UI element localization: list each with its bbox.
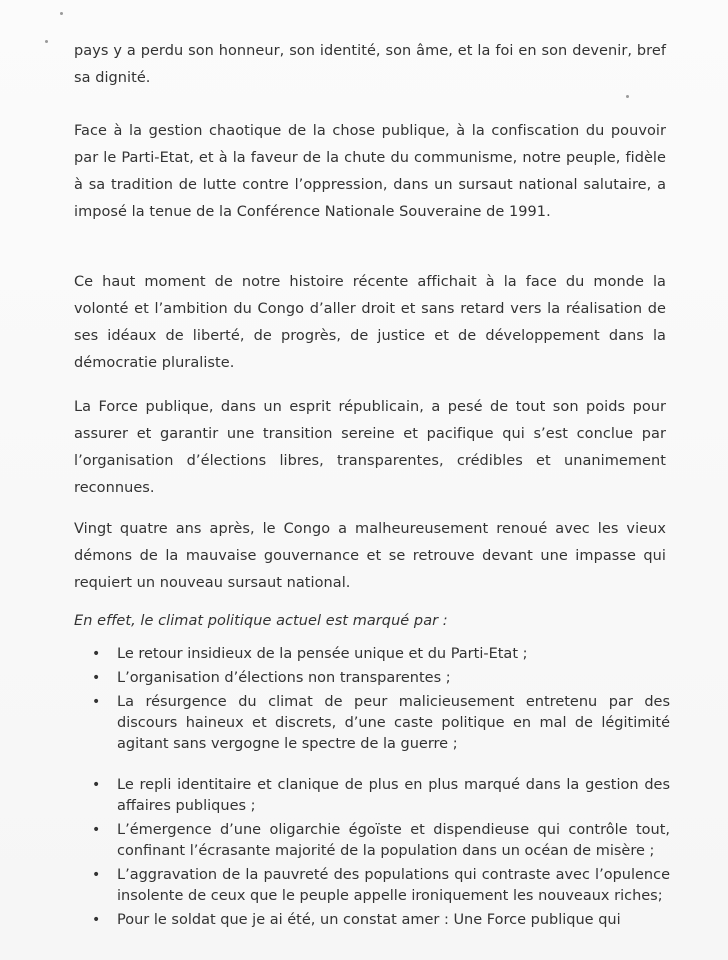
paragraph-2: Face à la gestion chaotique de la chose publique, à la confiscation du pouvoir par le Parti-Etat, et à la faveur de la chute du communisme, notre peuple, fidèle à sa tradition de lutte contre l’oppression, dans un sursaut national salutaire, a imposé la tenue de la Conférence Nationale Souveraine de 1991. [74,123,666,220]
bullet-dot: • [92,912,101,928]
bullet-dot: • [92,777,101,793]
list-item-text: La résurgence du climat de peur malicieusement entretenu par des discours haineux et discrets, d’une caste politique en mal de légitimité agitant sans vergogne le spectre de la guerre ; [117,694,670,752]
paragraph-4: La Force publique, dans un esprit républicain, a pesé de tout son poids pour assurer et garantir une transition sereine et pacifique qui s’est conclue par l’organisation d’élections libres, transparentes, crédibles et unanimement reconnues. [74,399,666,496]
scan-speck [626,95,629,98]
list-item [92,865,670,907]
paragraph-6-lead: En effet, le climat politique actuel est marqué par : [74,613,448,629]
list-item [92,775,670,817]
list-item [92,910,670,931]
list-item-text: L’émergence d’une oligarchie égoïste et dispendieuse qui contrôle tout, confinant l’écrasante majorité de la population dans un océan de misère ; [117,822,670,859]
list-item [92,692,670,755]
scan-speck [45,40,48,43]
list-item [92,668,670,689]
list-item-text: Pour le soldat que je ai été, un constat amer : Une Force publique qui [117,912,621,928]
paragraph-5: Vingt quatre ans après, le Congo a malheureusement renoué avec les vieux démons de la mauvaise gouvernance et se retrouve devant une impasse qui requiert un nouveau sursaut national. [74,521,666,591]
scan-speck [60,12,63,15]
bullet-dot: • [92,670,101,686]
paragraph-1: pays y a perdu son honneur, son identité, son âme, et la foi en son devenir, bref sa dignité. [74,43,666,86]
list-item-text: Le retour insidieux de la pensée unique et du Parti-Etat ; [117,646,528,662]
list-item-text: Le repli identitaire et clanique de plus en plus marqué dans la gestion des affaires publiques ; [117,777,670,814]
list-item-text: L’aggravation de la pauvreté des populations qui contraste avec l’opulence insolente de ceux que le peuple appelle ironiquement les nouveaux riches; [117,867,670,904]
bullet-dot: • [92,822,101,838]
list-item [92,820,670,862]
bullet-list [92,644,670,931]
bullet-dot: • [92,867,101,883]
paragraph-3: Ce haut moment de notre histoire récente affichait à la face du monde la volonté et l’ambition du Congo d’aller droit et sans retard vers la réalisation de ses idéaux de liberté, de progrès, de justice et de développement dans la démocratie pluraliste. [74,274,666,371]
list-item [92,644,670,665]
list-item-text: L’organisation d’élections non transparentes ; [117,670,451,686]
bullet-dot: • [92,694,101,710]
bullet-dot: • [92,646,101,662]
